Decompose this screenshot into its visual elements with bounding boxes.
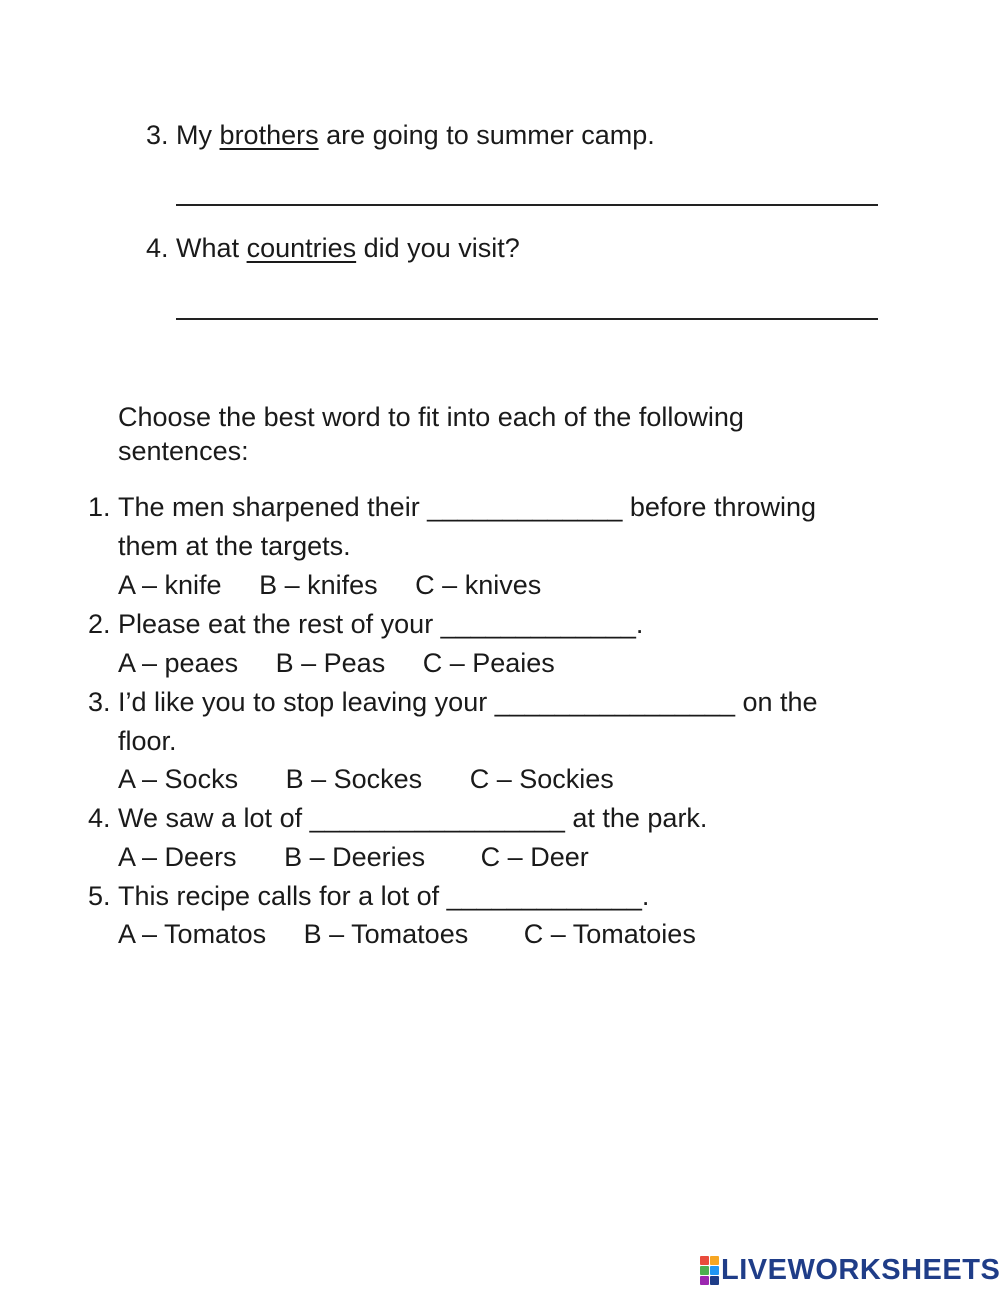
item-number: 3.: [146, 120, 169, 150]
option-a[interactable]: A – Deers: [118, 842, 237, 872]
option-c[interactable]: C – Peaies: [422, 648, 555, 678]
question-3-line-1: I’d like you to stop leaving your ________________ on the: [118, 687, 818, 717]
instruction-line-2: sentences:: [118, 436, 249, 466]
option-a[interactable]: A – Socks: [118, 764, 239, 794]
question-3-line-2: floor.: [118, 726, 177, 756]
underlined-word: brothers: [219, 120, 319, 150]
option-b[interactable]: B – Tomatoes: [303, 919, 469, 949]
answer-line-a4[interactable]: [176, 318, 878, 320]
question-number: 5.: [88, 881, 111, 911]
question-3-options: [118, 763, 614, 795]
logo-blocks-icon: [700, 1256, 719, 1285]
option-a[interactable]: A – Tomatos: [118, 919, 267, 949]
logo-text: LIVEWORKSHEETS: [721, 1253, 1000, 1286]
option-a[interactable]: A – knife: [118, 570, 222, 600]
question-2-line-1: Please eat the rest of your _____________.: [118, 609, 644, 639]
question-5-line-1: This recipe calls for a lot of _____________.: [118, 881, 650, 911]
item-a4: [146, 232, 520, 264]
item-text-before: My: [176, 120, 220, 150]
question-1-line-1: The men sharpened their _____________ before throwing: [118, 492, 817, 522]
question-number: 2.: [88, 609, 111, 639]
logo-block: [710, 1266, 719, 1275]
question-number: 1.: [88, 492, 111, 522]
question-4-options: [118, 841, 589, 873]
question-1-options: [118, 569, 541, 601]
instruction-line-1: Choose the best word to fit into each of the following: [118, 402, 744, 432]
question-number: 3.: [88, 687, 111, 717]
question-1-line-2: them at the targets.: [118, 531, 351, 561]
answer-line-a3[interactable]: [176, 204, 878, 206]
item-text-after: are going to summer camp.: [318, 120, 655, 150]
option-c[interactable]: C – Tomatoies: [523, 919, 696, 949]
logo-block: [700, 1276, 709, 1285]
option-b[interactable]: B – Sockes: [285, 764, 423, 794]
item-text-before: What: [176, 233, 247, 263]
item-a3: [146, 119, 655, 151]
logo-block: [710, 1256, 719, 1265]
question-4-line-1: We saw a lot of _________________ at the park.: [118, 803, 708, 833]
option-b[interactable]: B – Peas: [275, 648, 386, 678]
logo-block: [710, 1276, 719, 1285]
question-2-options: [118, 647, 555, 679]
option-c[interactable]: C – Deer: [480, 842, 589, 872]
option-a[interactable]: A – peaes: [118, 648, 239, 678]
question-5-options: [118, 918, 696, 950]
option-b[interactable]: B – Deeries: [284, 842, 426, 872]
option-b[interactable]: B – knifes: [259, 570, 378, 600]
logo-block: [700, 1256, 709, 1265]
logo-block: [700, 1266, 709, 1275]
underlined-word: countries: [246, 233, 357, 263]
item-number: 4.: [146, 233, 169, 263]
option-c[interactable]: C – knives: [415, 570, 542, 600]
item-text-after: did you visit?: [356, 233, 520, 263]
question-number: 4.: [88, 803, 111, 833]
liveworksheets-logo: [700, 1255, 1000, 1285]
option-c[interactable]: C – Sockies: [469, 764, 614, 794]
